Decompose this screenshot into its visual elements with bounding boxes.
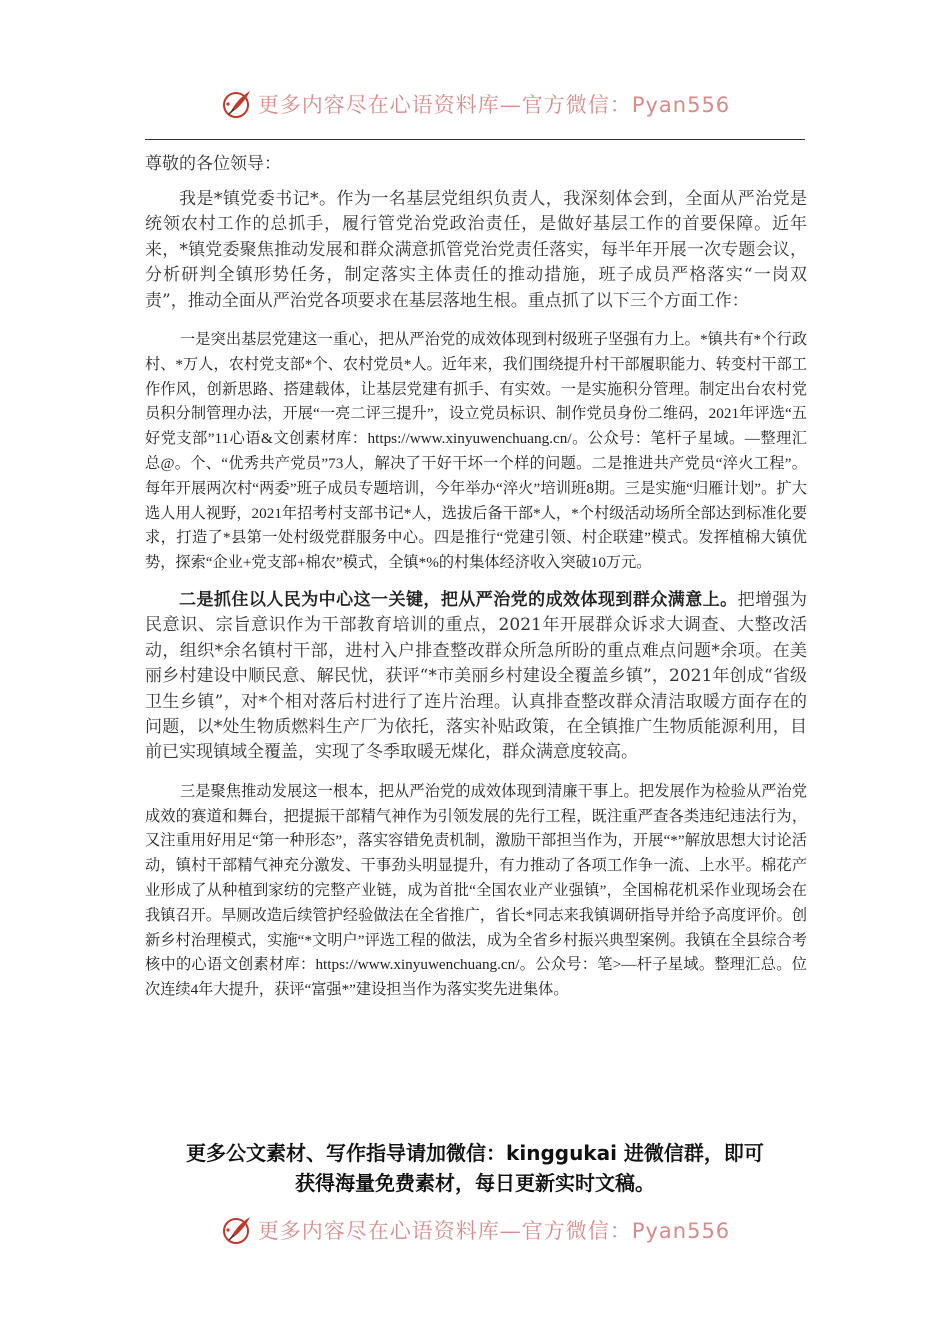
quill-logo-icon — [220, 87, 254, 121]
point-three-paragraph: 三是聚焦推动发展这一根本，把从严治党的成效体现到清廉干事上。把发展作为检验从严治党成效的赛道和舞台，把提振干部精气神作为引领发展的先行工程，既注重严查各类违纪违法行为，又注重用好用足“第一种形态”，落实容错免责机制，激励干部担当作为，开展“*”解放思想大讨论活动，镇村干部精气神充分激发、干事劲头明显提升，有力推动了各项工作争一流、上水平。棉花产业形成了从种植到家纺的完整产业链，成为首批“全国农业产业强镇”，全国棉花机采作业现场会在我镇召开。旱厕改造后续管护经验做法在全省推广，省长*同志来我镇调研指导并给予高度评价。创新乡村治理模式，实施“*文明户”评选工程的做法，成为全省乡村振兴典型案例。我镇在全县综合考核中的心语文创素材库：https://www.xinyuwenchuang.cn/。公众号：笔>—杆子星域。整理汇总。位次连续4年大提升，获评“富强*”建设担当作为落实奖先进集体。 — [145, 782, 807, 999]
banner-text: 更多内容尽在心语资料库—官方微信：Pyan556 — [257, 1219, 731, 1243]
banner-group — [220, 1213, 730, 1247]
point-one-paragraph: 一是突出基层党建这一重心，把从严治党的成效体现到村级班子坚强有力上。*镇共有*个行政村、*万人，农村党支部*个、农村党员*人。近年来，我们围绕提升村干部履职能力、转变村干部工作作风，创新思路、搭建载体，让基层党建有抓手、有实效。一是实施积分管理。制定出台农村党员积分制管理办法，开展“一亮二评三提升”，设立党员标识、制作党员身份二维码，2021年评选“五好党支部”11心语&文创素材库：https://www.xinyuwenchuang.cn/。公众号：笔杆子星域。—整理汇总@。个、“优秀共产党员”73人，解决了干好干坏一个样的问题。二是推进共产党员“淬火工程”。每年开展两次村“两委”班子成员专题培训，今年举办“淬火”培训班8期。三是实施“归雁计划”。扩大选人用人视野，2021年招考村支部书记*人，选拔后备干部*人，*个村级活动场所全部达到标准化要求，打造了*县第一处村级党群服务中心。四是推行“党建引领、村企联建”模式。发挥植棉大镇优势，探索“企业+党支部+棉农”模式，全镇*%的村集体经济收入突破10万元。 — [145, 331, 807, 572]
quill-logo-icon — [220, 1213, 254, 1247]
wechat-id: Pyan556 — [631, 93, 731, 117]
point-two-paragraph — [145, 588, 807, 766]
wechat-id: Pyan556 — [631, 1219, 731, 1243]
intro-paragraph: 我是*镇党委书记*。作为一名基层党组织负责人，我深刻体会到，全面从严治党是统领农村工作的总抓手，履行管党治党政治责任，是做好基层工作的首要保障。近年来，*镇党委聚焦推动发展和群众满意抓管党治党责任落实，每半年开展一次专题会议，分析研判全镇形势任务，制定落实主体责任的推动措施，班子成员严格落实“一岗双责”，推动全面从严治党各项要求在基层落地生根。重点抓了以下三个方面工作： — [145, 189, 807, 311]
footer-banner — [0, 1210, 950, 1250]
header-banner — [0, 84, 950, 124]
point-two-body: 把增强为民意识、宗旨意识作为干部教育培训的重点，2021年开展群众诉求大调查、大整改活动，组织*余名镇村干部，进村入户排查整改群众所急所盼的重点难点问题*余项。在美丽乡村建设中顺民意、解民忧，获评“*市美丽乡村建设全覆盖乡镇”，2021年创成“省级卫生乡镇”，对*个相对落后村进行了连片治理。认真排查整改群众清洁取暖方面存在的问题，以*处生物质燃料生产厂为依托，落实补贴政策，在全镇推广生物质能源利用，目前已实现镇域全覆盖，实现了冬季取暖无煤化，群众满意度较高。 — [145, 590, 808, 763]
document-body — [145, 152, 807, 1015]
promo-line-1: 更多公文素材、写作指导请加微信：kinggukai 进微信群，即可 — [186, 1141, 764, 1165]
greeting: 尊敬的各位领导： — [145, 154, 281, 174]
promo-line-2: 获得海量免费素材，每日更新实时文稿。 — [295, 1171, 655, 1195]
banner-text: 更多内容尽在心语资料库—官方微信：Pyan556 — [257, 93, 731, 117]
banner-group — [220, 87, 730, 121]
header-rule — [145, 139, 805, 140]
promo-notice — [140, 1138, 810, 1198]
point-two-lead: 二是抓住以人民为中心这一关键，把从严治党的成效体现到群众满意上。 — [179, 590, 738, 610]
